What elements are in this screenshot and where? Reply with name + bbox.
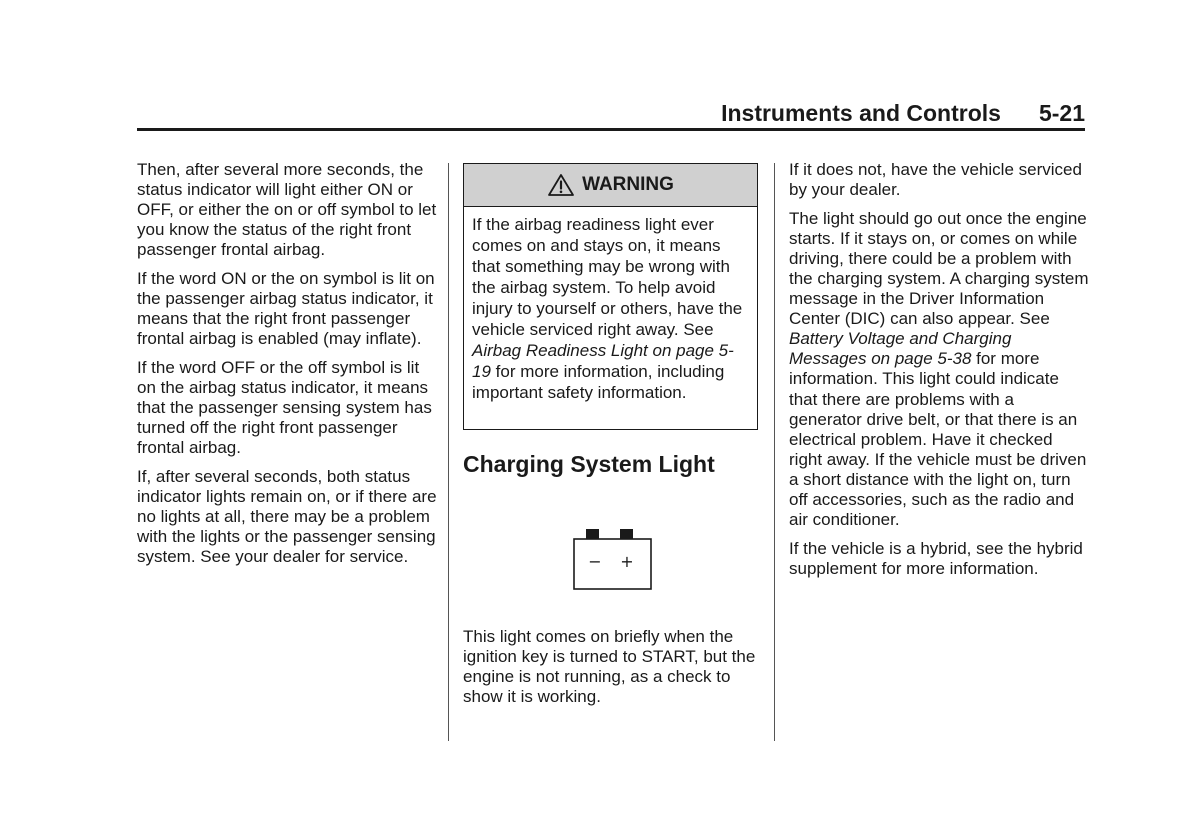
battery-minus: − bbox=[588, 552, 602, 571]
paragraph: Then, after several more seconds, the status indicator will light either ON or OFF, or either the on or off symbol to let you know the status of the right front passenger frontal airbag. bbox=[137, 160, 437, 260]
battery-plus: + bbox=[620, 552, 634, 571]
warning-title: WARNING bbox=[582, 174, 674, 195]
column-divider-2 bbox=[774, 163, 775, 741]
dic-reference: Battery Voltage and Charging Messages on page 5-38 bbox=[789, 329, 1012, 369]
warning-header bbox=[464, 164, 757, 207]
paragraph: This light comes on briefly when the ignition key is turned to START, but the engine is not running, as a check to show it is working. bbox=[463, 627, 756, 707]
charging-description bbox=[463, 627, 763, 707]
header-text bbox=[721, 100, 1085, 127]
warning-box bbox=[463, 163, 758, 430]
column-1 bbox=[137, 160, 437, 576]
page-header bbox=[137, 100, 1085, 128]
section-title-header: Instruments and Controls bbox=[721, 100, 1001, 126]
page-number: 5-21 bbox=[1038, 100, 1085, 126]
warning-body bbox=[464, 207, 757, 403]
header-rule bbox=[137, 128, 1085, 131]
column-divider-1 bbox=[448, 163, 449, 741]
warning-triangle-icon bbox=[547, 173, 575, 197]
paragraph-text-end: for more information. This light could indicate that there are problems with a generator drive belt, or that there is an electrical problem. Have it checked right away. If the vehicle must be driven a short distance with the light on, turn off accessories, such as the radio and air conditioner. bbox=[789, 349, 1087, 530]
warning-text: If the airbag readiness light ever comes on and stays on, it means that something may be wrong with the airbag system. To help avoid injury to yourself or others, have the vehicle serviced right away. See bbox=[472, 215, 743, 339]
column-3 bbox=[789, 160, 1089, 587]
paragraph-text: The light should go out once the engine starts. If it stays on, or comes on while driving, there could be a problem with the charging system. A charging system message in the Driver Information Center (DIC) can also appear. See bbox=[789, 208, 1089, 329]
battery-icon bbox=[573, 528, 653, 592]
paragraph: If, after several seconds, both status indicator lights remain on, or if there are no lights at all, there may be a problem with the lights or the passenger sensing system. See your dealer for service. bbox=[137, 466, 437, 567]
warning-reference: Airbag Readiness Light on page 5-19 bbox=[472, 341, 734, 381]
paragraph: If the word ON or the on symbol is lit on the passenger airbag status indicator, it means that the right front passenger frontal airbag is enabled (may inflate). bbox=[137, 268, 435, 349]
paragraph: If the word OFF or the off symbol is lit on the airbag status indicator, it means that the passenger sensing system has turned off the right front passenger frontal airbag. bbox=[137, 357, 432, 458]
warning-text-end: for more information, including important safety information. bbox=[472, 362, 725, 402]
paragraph: If it does not, have the vehicle serviced by your dealer. bbox=[789, 160, 1082, 200]
charging-section-title: Charging System Light bbox=[463, 451, 715, 477]
paragraph bbox=[789, 209, 1089, 531]
paragraph: If the vehicle is a hybrid, see the hybrid supplement for more information. bbox=[789, 538, 1083, 578]
